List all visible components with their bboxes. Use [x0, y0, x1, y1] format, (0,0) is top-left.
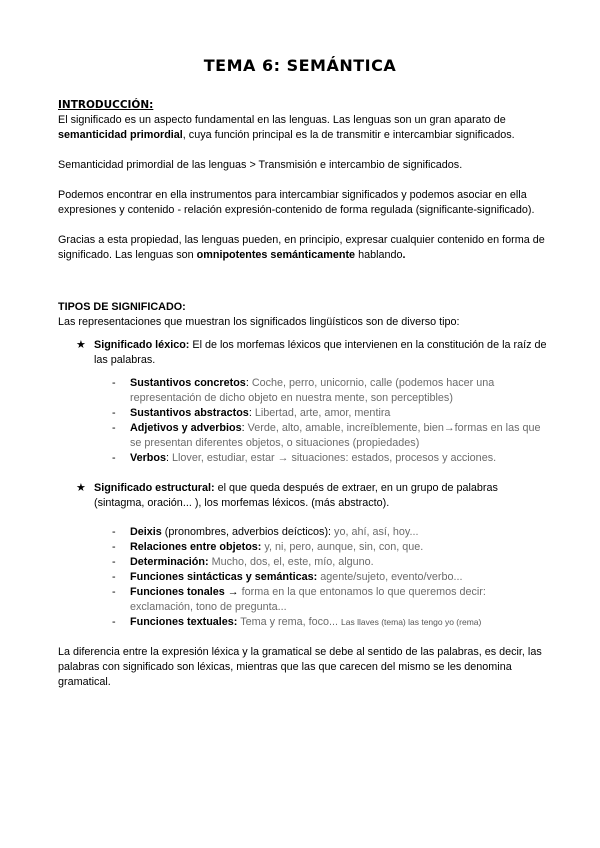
list-item-sep: : — [248, 407, 255, 419]
list-item — [58, 585, 548, 615]
intro-p4-text: Gracias a esta propiedad, las lenguas pueden, en principio, expresar cualquier contenido en forma de significado. Las lenguas son — [58, 234, 545, 261]
list-item — [58, 570, 548, 585]
list-item — [58, 406, 548, 421]
list-item-desc: Coche, perro, unicornio, calle (podemos hacer una representación de dicho objeto en nuestra mente, son perceptibles) — [130, 377, 495, 404]
dash-bullet-icon: - — [112, 571, 116, 583]
list-item — [58, 540, 548, 555]
list-item-label: Relaciones entre objetos: — [130, 541, 262, 553]
dash-bullet-icon: - — [112, 541, 116, 553]
intro-p1-bold: semanticidad primordial — [58, 129, 183, 141]
list-item-label: Sustantivos concretos — [130, 377, 246, 389]
estructural-bullet — [58, 481, 548, 511]
document-body — [58, 98, 548, 690]
list-item-mid: (pronombres, adverbios deícticos): — [161, 526, 335, 538]
list-item-label: Sustantivos abstractos — [130, 407, 249, 419]
list-item — [58, 615, 548, 630]
intro-p4-end: . — [402, 249, 406, 261]
dash-bullet-icon: - — [112, 616, 116, 628]
list-item — [58, 555, 548, 570]
list-item-desc: agente/sujeto, evento/verbo... — [320, 571, 463, 583]
page-title: TEMA 6: SEMÁNTICA — [203, 56, 397, 75]
dash-bullet-icon: - — [112, 526, 116, 538]
list-item-mid: → — [224, 586, 242, 598]
list-item-sep: : — [245, 377, 252, 389]
list-item-desc: forma en la que entonamos lo que queremos decir: exclamación, tono de pregunta... — [130, 586, 486, 613]
lexico-list — [58, 376, 548, 466]
estructural-text: el que queda después de extraer, en un grupo de palabras (sintagma, oración... ), los morfemas léxicos. (más abstracto). — [94, 482, 498, 509]
list-item-desc: y, ni, pero, aunque, sin, con, que. — [264, 541, 424, 553]
intro-paragraph-1 — [58, 113, 548, 143]
list-item-label: Deixis — [130, 526, 162, 538]
list-item-sep: : — [166, 452, 173, 464]
dash-bullet-icon: - — [112, 556, 116, 568]
list-item-label: Adjetivos y adverbios — [130, 422, 242, 434]
list-item — [58, 376, 548, 406]
lexico-bullet — [58, 338, 548, 368]
estructural-label: Significado estructural: — [94, 482, 215, 494]
lexico-label: Significado léxico: — [94, 339, 190, 351]
intro-p4-text-2: hablando — [358, 249, 403, 261]
list-item-desc: Libertad, arte, amor, mentira — [254, 407, 391, 419]
list-item-desc: Tema y rema, foco... — [240, 616, 339, 628]
intro-paragraph-4 — [58, 233, 548, 263]
list-item-label: Determinación: — [130, 556, 209, 568]
intro-paragraph-3: Podemos encontrar en ella instrumentos para intercambiar significados y podemos asociar en ella expresiones y contenido - relación expresión-contenido de forma regulada (significante-significado). — [58, 189, 535, 216]
intro-paragraph-2: Semanticidad primordial de las lenguas > Transmisión e intercambio de significados. — [58, 159, 463, 171]
star-bullet-icon: ★ — [76, 339, 86, 351]
dash-bullet-icon: - — [112, 452, 116, 464]
dash-bullet-icon: - — [112, 422, 116, 434]
tipos-heading: TIPOS DE SIGNIFICADO: — [58, 301, 186, 313]
list-item-label: Verbos — [130, 452, 167, 464]
conclusion-paragraph: La diferencia entre la expresión léxica y la gramatical se debe al sentido de las palabras, es decir, las palabras con significado son léxicas, mientras que las que carecen del mismo se les denomina gramatical. — [58, 646, 542, 688]
intro-p1-text-2: , cuya función principal es la de transmitir e intercambiar significados. — [182, 129, 515, 141]
list-item-label: Funciones textuales: — [130, 616, 238, 628]
intro-heading: INTRODUCCIÓN: — [58, 99, 154, 111]
dash-bullet-icon: - — [112, 586, 116, 598]
estructural-list — [58, 525, 548, 630]
tipos-intro: Las representaciones que muestran los significados lingüísticos son de diverso tipo: — [58, 316, 460, 328]
list-item-sep: : — [241, 422, 248, 434]
list-item-desc: Mucho, dos, el, este, mío, alguno. — [211, 556, 374, 568]
lexico-text: El de los morfemas léxicos que intervienen en la constitución de la raíz de las palabras. — [94, 339, 547, 366]
list-item-desc: yo, ahí, así, hoy... — [334, 526, 419, 538]
list-item — [58, 421, 548, 451]
dash-bullet-icon: - — [112, 407, 116, 419]
intro-p4-bold: omnipotentes semánticamente — [196, 249, 356, 261]
intro-p1-text: El significado es un aspecto fundamental en las lenguas. Las lenguas son un gran aparato de — [58, 114, 506, 126]
list-item-desc: Verde, alto, amable, increíblemente, bien→formas en las que se presentan diferentes objetos, o situaciones (propiedades) — [130, 422, 541, 449]
dash-bullet-icon: - — [112, 377, 116, 389]
list-item — [58, 525, 548, 540]
list-item-label: Funciones tonales — [130, 586, 225, 598]
handwritten-note: Las llaves (tema) las tengo yo (rema) — [341, 617, 482, 627]
star-bullet-icon: ★ — [76, 482, 86, 494]
list-item-desc: Llover, estudiar, estar → situaciones: estados, procesos y acciones. — [172, 452, 497, 464]
list-item-label: Funciones sintácticas y semánticas: — [130, 571, 318, 583]
list-item — [58, 451, 548, 466]
